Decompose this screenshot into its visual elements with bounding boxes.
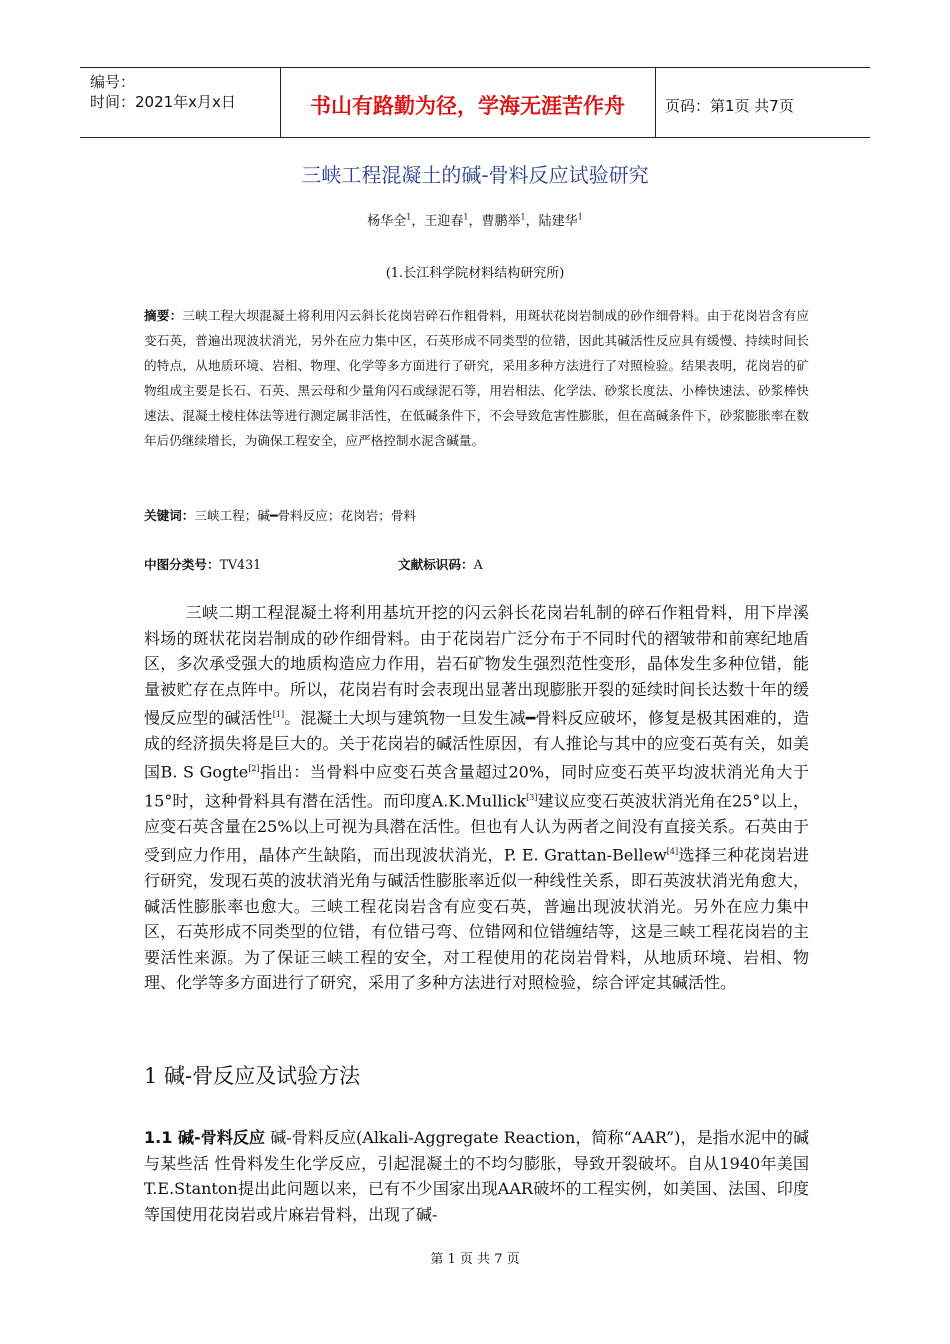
keywords-text: 三峡工程；碱━骨料反应；花岗岩；骨料 <box>194 508 417 523</box>
clc-number <box>144 554 261 573</box>
keywords-label: 关键词： <box>144 508 195 523</box>
aff-mark: 1 <box>577 212 583 222</box>
doc-number: 编号： <box>90 73 136 91</box>
body-text: 指出：当骨料中应变石英含量超过20%，同时应变石英平均波状消光角大于15°时，这种骨料具有潜在活性。而印度A.K.Mullick <box>144 762 809 811</box>
body-text: 碱-骨料反应(Alkali-Aggregate Reaction，简称“AAR”)，是指水泥中的碱与某些活 性骨料发生化学反应，引起混凝土的不均匀膨胀，导致开裂破坏。自从1940年美国T.E.Stanton提出此问题以来，已有不少国家出现AAR破坏的工程实例，如美国、法国、印度等国使用花岗岩或片麻岩骨料，出现了碱- <box>144 1128 809 1224</box>
intro-paragraph <box>144 600 809 996</box>
aff-mark: 1 <box>463 212 469 222</box>
header-motto: 书山有路勤为径，学海无涯苦作舟 <box>310 94 625 118</box>
abstract <box>144 303 809 453</box>
body-text: 三峡二期工程混凝土将利用基坑开挖的闪云斜长花岗岩轧制的碎石作粗骨料，用下岸溪料场的斑状花岗岩制成的砂作细骨料。由于花岗岩广泛分布于不同时代的褶皱带和前寒纪地盾区，多次承受强大的地质构造应力作用，岩石矿物发生强烈范性变形，晶体发生多种位错，能量被贮存在点阵中。所以，花岗岩有时会表现出显著出现膨胀开裂的延续时间长达数十年的缓慢反应型的碱活性 <box>144 603 809 728</box>
body-text: 选择三种花岗岩进行研究，发现石英的波状消光角与碱活性膨胀率近似一种线性关系，即石英波状消光角愈大，碱活性膨胀率也愈大。三峡工程花岗岩含有应变石英，普遍出现波状消光。另外在应力集中区，石英形成不同类型的位错，有位错弓弯、位错网和位错缠结等，这是三峡工程花岗岩的主要活性来源。为了保证三峡工程的安全，对工程使用的花岗岩骨料，从地质环境、岩相、物理、化学等多方面进行了研究，采用了多种方法进行对照检验，综合评定其碱活性。 <box>144 845 809 993</box>
body-text: 建议应变石英波状消光角在25°以上，应变石英含量在25%以上可视为具潜在活性。但也有人认为两者之间没有直接关系。石英由于受到应力作用，晶体产生缺陷，而出现波状消光，P. E. Grattan-Bellew <box>144 791 809 865</box>
citation: [2] <box>248 764 260 774</box>
subsection-paragraph <box>144 1125 809 1227</box>
citation: [1] <box>272 710 285 719</box>
paper-authors <box>0 210 950 229</box>
body-text: 。混凝土大坝与建筑物一旦发生减━骨料反应破坏，修复是极其困难的，造成的经济损失将是巨大的。关于花岗岩的碱活性原因，有人推论与其中的应变石英有关，如美国B. S Gogte <box>144 708 809 782</box>
keywords <box>144 505 416 524</box>
doccode-value: A <box>473 557 483 572</box>
clc-label: 中图分类号： <box>144 557 220 572</box>
citation: [4] <box>666 847 679 857</box>
author: ，王迎春 <box>411 214 464 229</box>
author: 杨华全 <box>367 214 407 229</box>
abstract-label: 摘要： <box>144 308 183 323</box>
header-divider <box>655 68 656 137</box>
abstract-text: 三峡工程大坝混凝土将利用闪云斜长花岗岩碎石作粗骨料，用斑状花岗岩制成的砂作细骨料。由于花岗岩含有应变石英，普遍出现波状消光，另外在应力集中区，石英形成不同类型的位错，因此其碱活性反应具有缓慢、持续时间长的特点，从地质环境、岩相、物理、化学等多方面进行了研究，采用多种方法进行了对照检验。结果表明，花岗岩的矿物组成主要是长石、石英、黑云母和少量角闪石或绿泥石等，用岩相法、化学法、砂浆长度法、小棒快速法、砂浆棒快速法、混凝土棱柱体法等进行测定属非活性，在低碱条件下，不会导致危害性膨胀，但在高碱条件下，砂浆膨胀率在数年后仍继续增长，为确保工程安全，应严格控制水泥含碱量。 <box>144 308 810 448</box>
paper-title: 三峡工程混凝土的碱-骨料反应试验研究 <box>301 163 649 187</box>
author: ，曹鹏举 <box>468 214 521 229</box>
section-heading: 1 碱-骨反应及试验方法 <box>144 1064 361 1088</box>
paper-affiliation: (1.长江科学院材料结构研究所) <box>385 266 565 281</box>
aff-mark: 1 <box>406 212 412 222</box>
doc-date: 时间：2021年x月x日 <box>90 93 236 111</box>
author: ，陆建华 <box>525 214 578 229</box>
header-meta <box>90 72 280 112</box>
page-footer: 第 1 页 共 7 页 <box>430 1252 520 1267</box>
aff-mark: 1 <box>520 212 526 222</box>
doccode-label: 文献标识码： <box>398 557 474 572</box>
subsection-heading: 1.1 碱-骨料反应 <box>144 1128 266 1147</box>
citation: [3] <box>526 793 538 803</box>
doc-code <box>398 554 483 573</box>
clc-value: TV431 <box>219 557 262 572</box>
document-header <box>80 67 870 138</box>
header-page-info: 页码：第1页 共7页 <box>665 97 794 115</box>
